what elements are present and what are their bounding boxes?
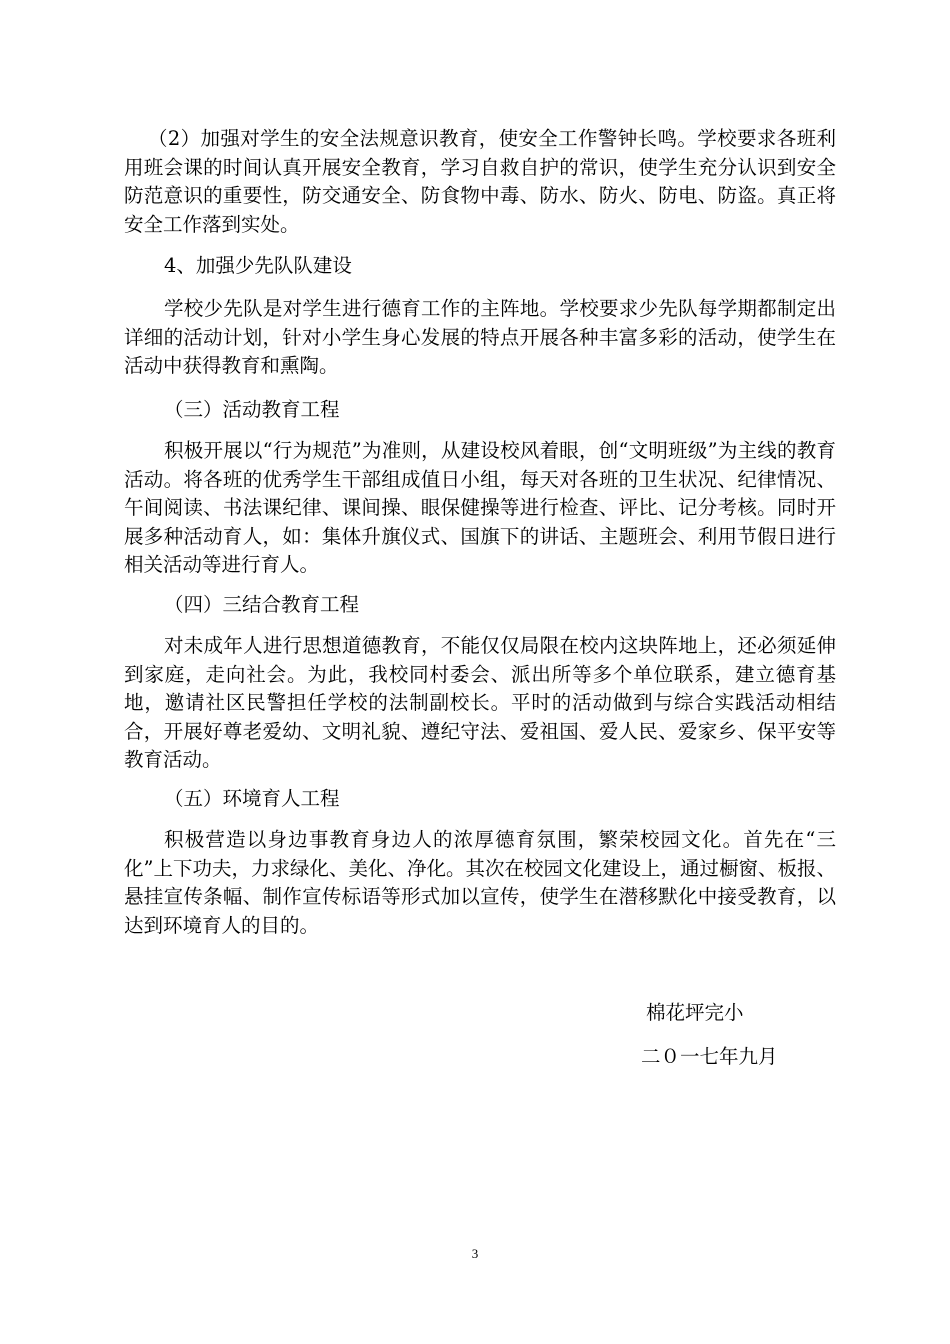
paragraph-three-combination: 对未成年人进行思想道德教育，不能仅仅局限在校内这块阵地上，还必须延伸到家庭，走向社会。为此，我校同村委会、派出所等多个单位联系，建立德育基地，邀请社区民警担任学校的法制副校长。平时的活动做到与综合实践活动相结合，开展好尊老爱幼、文明礼貌、遵纪守法、爱祖国、爱人民、爱家乡、保平安等教育活动。	[124, 634, 836, 771]
signature-date: 二０一七年九月	[641, 1045, 778, 1068]
paragraph-environment: 积极营造以身边事教育身边人的浓厚德育氛围，繁荣校园文化。首先在“三化”上下功夫，力求绿化、美化、净化。其次在校园文化建设上，通过橱窗、板报、悬挂宣传条幅、制作宣传标语等形式加以宣传，使学生在潜移默化中接受教育，以达到环境育人的目的。	[124, 828, 836, 937]
signature-school-name: 棉花坪完小	[646, 1001, 744, 1024]
section-heading-activity-education: （三）活动教育工程	[164, 398, 340, 421]
page-number: 3	[471, 1246, 479, 1261]
section-heading-environment: （五）环境育人工程	[164, 787, 340, 810]
section-heading-young-pioneers: 4、加强少先队队建设	[164, 254, 352, 277]
paragraph-activity-education: 积极开展以“行为规范”为准则，从建设校风着眼，创“文明班级”为主线的教育活动。将各班的优秀学生干部组成值日小组，每天对各班的卫生状况、纪律情况、午间阅读、书法课纪律、课间操、眼保健操等进行检查、评比、记分考核。同时开展多种活动育人，如：集体升旗仪式、国旗下的讲话、主题班会、利用节假日进行相关活动等进行育人。	[124, 439, 836, 576]
section-heading-three-combination: （四）三结合教育工程	[164, 593, 360, 616]
paragraph-safety-education: （2）加强对学生的安全法规意识教育，使安全工作警钟长鸣。学校要求各班利用班会课的时间认真开展安全教育，学习自救自护的常识，使学生充分认识到安全防范意识的重要性，防交通安全、防食物中毒、防水、防火、防电、防盗。真正将安全工作落到实处。	[124, 127, 836, 236]
paragraph-young-pioneers: 学校少先队是对学生进行德育工作的主阵地。学校要求少先队每学期都制定出详细的活动计划，针对小学生身心发展的特点开展各种丰富多彩的活动，使学生在活动中获得教育和熏陶。	[124, 297, 836, 377]
